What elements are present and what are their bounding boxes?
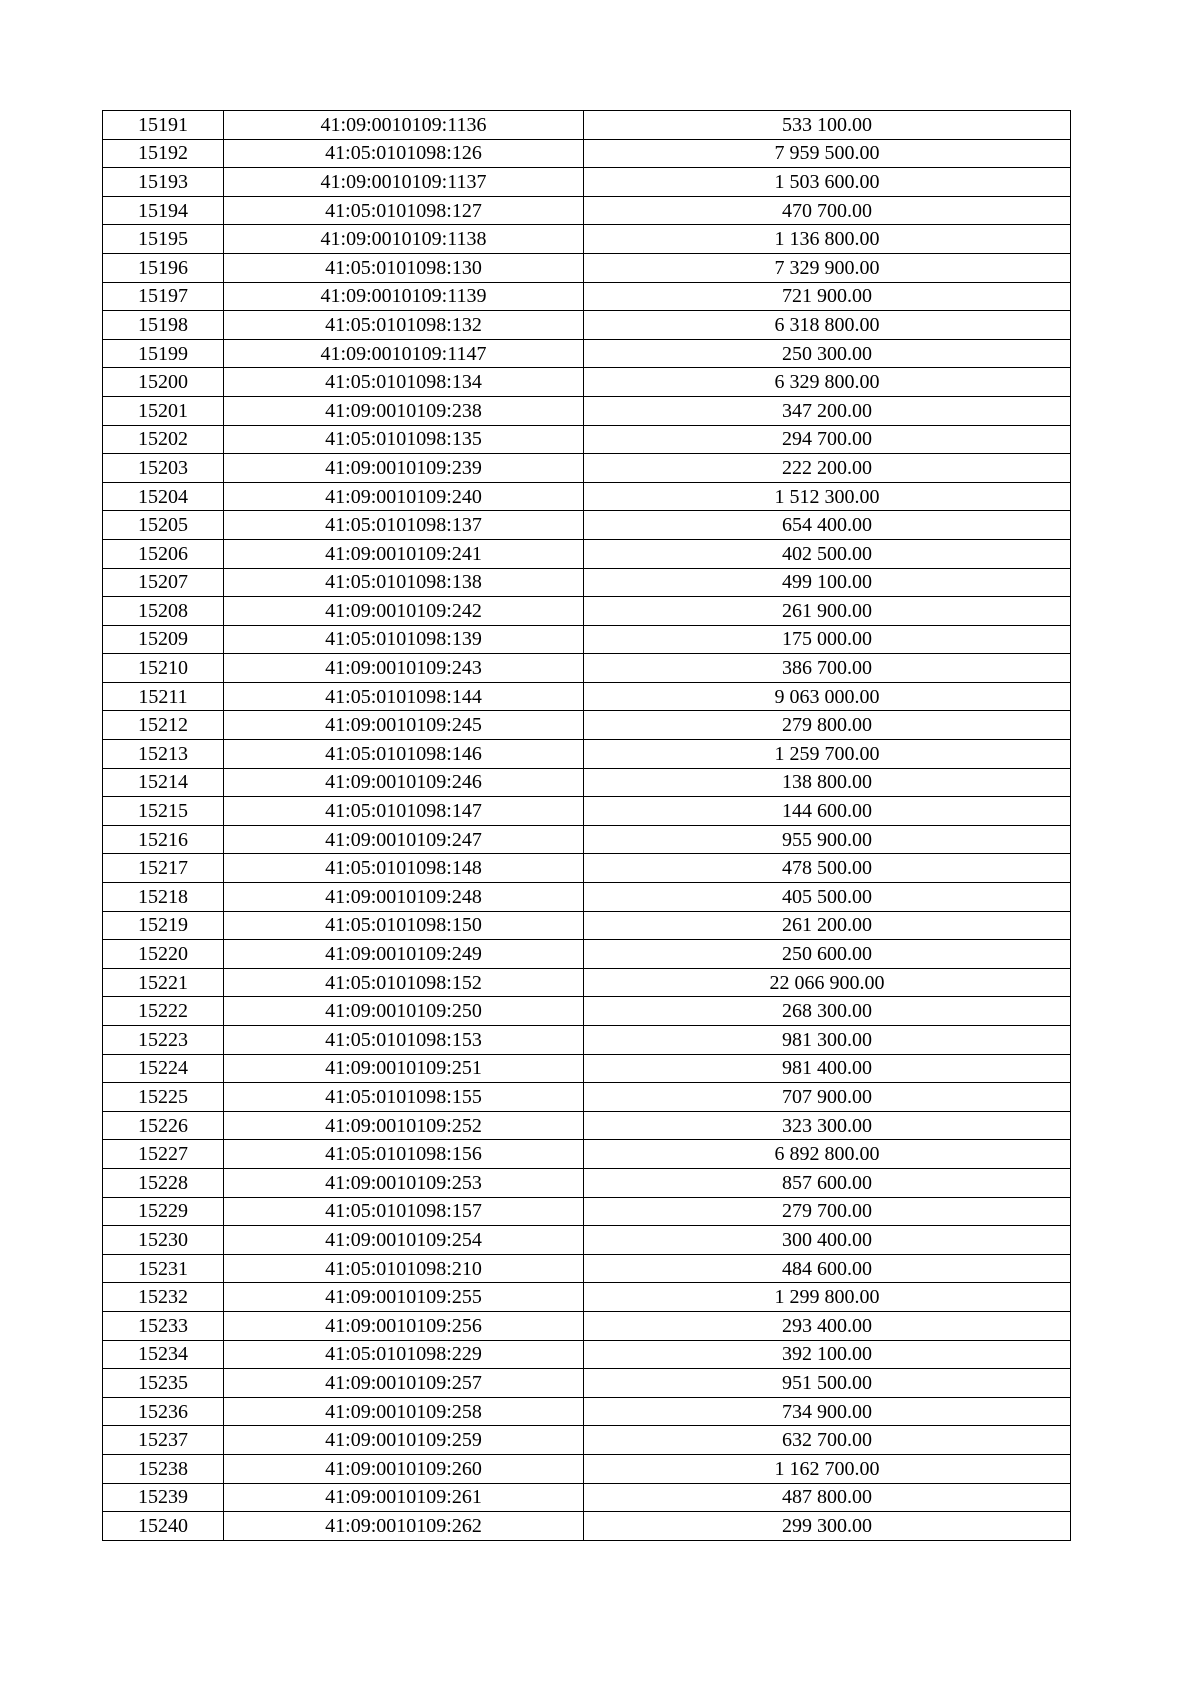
cadastral-value-cell: 1 512 300.00	[584, 482, 1071, 511]
row-number-cell: 15236	[103, 1397, 224, 1426]
cadastral-number-cell: 41:09:0010109:253	[224, 1168, 584, 1197]
cadastral-number-cell: 41:09:0010109:243	[224, 654, 584, 683]
row-number-cell: 15203	[103, 454, 224, 483]
cadastral-number-cell: 41:05:0101098:137	[224, 511, 584, 540]
cadastral-value-cell: 1 136 800.00	[584, 225, 1071, 254]
table-row	[103, 911, 1071, 940]
table-row	[103, 225, 1071, 254]
cadastral-number-cell: 41:09:0010109:260	[224, 1454, 584, 1483]
row-number-cell: 15226	[103, 1111, 224, 1140]
cadastral-value-cell: 250 300.00	[584, 339, 1071, 368]
cadastral-value-cell: 386 700.00	[584, 654, 1071, 683]
row-number-cell: 15213	[103, 740, 224, 769]
table-row	[103, 1111, 1071, 1140]
row-number-cell: 15192	[103, 139, 224, 168]
cadastral-value-cell: 293 400.00	[584, 1311, 1071, 1340]
table-row	[103, 797, 1071, 826]
row-number-cell: 15201	[103, 396, 224, 425]
cadastral-value-cell: 138 800.00	[584, 768, 1071, 797]
cadastral-number-cell: 41:09:0010109:257	[224, 1369, 584, 1398]
row-number-cell: 15225	[103, 1083, 224, 1112]
row-number-cell: 15199	[103, 339, 224, 368]
row-number-cell: 15209	[103, 625, 224, 654]
table-row	[103, 1054, 1071, 1083]
row-number-cell: 15237	[103, 1426, 224, 1455]
cadastral-value-cell: 279 800.00	[584, 711, 1071, 740]
cadastral-number-cell: 41:09:0010109:251	[224, 1054, 584, 1083]
table-row	[103, 1168, 1071, 1197]
cadastral-value-cell: 981 300.00	[584, 1026, 1071, 1055]
cadastral-number-cell: 41:09:0010109:246	[224, 768, 584, 797]
table-row	[103, 482, 1071, 511]
table-row	[103, 511, 1071, 540]
cadastral-number-cell: 41:05:0101098:229	[224, 1340, 584, 1369]
cadastral-number-cell: 41:09:0010109:249	[224, 940, 584, 969]
cadastral-value-cell: 175 000.00	[584, 625, 1071, 654]
row-number-cell: 15191	[103, 111, 224, 140]
cadastral-number-cell: 41:05:0101098:150	[224, 911, 584, 940]
cadastral-number-cell: 41:09:0010109:247	[224, 825, 584, 854]
cadastral-number-cell: 41:09:0010109:1137	[224, 168, 584, 197]
row-number-cell: 15222	[103, 997, 224, 1026]
cadastral-value-cell: 632 700.00	[584, 1426, 1071, 1455]
cadastral-number-cell: 41:05:0101098:138	[224, 568, 584, 597]
cadastral-value-cell: 533 100.00	[584, 111, 1071, 140]
cadastral-value-cell: 734 900.00	[584, 1397, 1071, 1426]
row-number-cell: 15208	[103, 597, 224, 626]
table-row	[103, 711, 1071, 740]
table-row	[103, 625, 1071, 654]
cadastral-value-cell: 222 200.00	[584, 454, 1071, 483]
cadastral-value-cell: 981 400.00	[584, 1054, 1071, 1083]
row-number-cell: 15207	[103, 568, 224, 597]
cadastral-value-cell: 402 500.00	[584, 539, 1071, 568]
row-number-cell: 15200	[103, 368, 224, 397]
table-row	[103, 940, 1071, 969]
cadastral-number-cell: 41:05:0101098:126	[224, 139, 584, 168]
cadastral-value-cell: 487 800.00	[584, 1483, 1071, 1512]
row-number-cell: 15227	[103, 1140, 224, 1169]
table-row	[103, 968, 1071, 997]
cadastral-value-cell: 261 900.00	[584, 597, 1071, 626]
cadastral-number-cell: 41:05:0101098:127	[224, 196, 584, 225]
cadastral-value-cell: 1 259 700.00	[584, 740, 1071, 769]
row-number-cell: 15239	[103, 1483, 224, 1512]
row-number-cell: 15217	[103, 854, 224, 883]
row-number-cell: 15197	[103, 282, 224, 311]
row-number-cell: 15233	[103, 1311, 224, 1340]
table-row	[103, 282, 1071, 311]
table-row	[103, 1340, 1071, 1369]
row-number-cell: 15220	[103, 940, 224, 969]
table-body	[103, 111, 1071, 1541]
table-row	[103, 568, 1071, 597]
row-number-cell: 15214	[103, 768, 224, 797]
row-number-cell: 15210	[103, 654, 224, 683]
cadastral-value-cell: 405 500.00	[584, 883, 1071, 912]
table-row	[103, 740, 1071, 769]
cadastral-number-cell: 41:09:0010109:1136	[224, 111, 584, 140]
table-row	[103, 539, 1071, 568]
cadastral-number-cell: 41:05:0101098:148	[224, 854, 584, 883]
cadastral-number-cell: 41:09:0010109:240	[224, 482, 584, 511]
cadastral-value-cell: 392 100.00	[584, 1340, 1071, 1369]
row-number-cell: 15218	[103, 883, 224, 912]
cadastral-value-cell: 279 700.00	[584, 1197, 1071, 1226]
cadastral-number-cell: 41:09:0010109:238	[224, 396, 584, 425]
table-row	[103, 854, 1071, 883]
cadastral-value-cell: 300 400.00	[584, 1226, 1071, 1255]
cadastral-value-cell: 7 329 900.00	[584, 253, 1071, 282]
cadastral-number-cell: 41:09:0010109:1147	[224, 339, 584, 368]
cadastral-value-cell: 323 300.00	[584, 1111, 1071, 1140]
table-row	[103, 196, 1071, 225]
table-row	[103, 1454, 1071, 1483]
row-number-cell: 15234	[103, 1340, 224, 1369]
table-row	[103, 1140, 1071, 1169]
table-row	[103, 1369, 1071, 1398]
table-row	[103, 1512, 1071, 1541]
cadastral-number-cell: 41:05:0101098:153	[224, 1026, 584, 1055]
cadastral-number-cell: 41:05:0101098:144	[224, 682, 584, 711]
row-number-cell: 15195	[103, 225, 224, 254]
cadastral-value-cell: 347 200.00	[584, 396, 1071, 425]
row-number-cell: 15204	[103, 482, 224, 511]
table-row	[103, 997, 1071, 1026]
cadastral-number-cell: 41:05:0101098:210	[224, 1254, 584, 1283]
row-number-cell: 15198	[103, 311, 224, 340]
cadastral-value-table	[102, 110, 1071, 1541]
table-row	[103, 396, 1071, 425]
cadastral-number-cell: 41:09:0010109:258	[224, 1397, 584, 1426]
cadastral-value-cell: 268 300.00	[584, 997, 1071, 1026]
cadastral-number-cell: 41:05:0101098:147	[224, 797, 584, 826]
row-number-cell: 15238	[103, 1454, 224, 1483]
cadastral-number-cell: 41:05:0101098:152	[224, 968, 584, 997]
cadastral-number-cell: 41:09:0010109:241	[224, 539, 584, 568]
cadastral-value-cell: 144 600.00	[584, 797, 1071, 826]
cadastral-number-cell: 41:09:0010109:248	[224, 883, 584, 912]
cadastral-number-cell: 41:05:0101098:157	[224, 1197, 584, 1226]
table-row	[103, 1026, 1071, 1055]
cadastral-number-cell: 41:05:0101098:155	[224, 1083, 584, 1112]
cadastral-value-cell: 857 600.00	[584, 1168, 1071, 1197]
cadastral-value-cell: 955 900.00	[584, 825, 1071, 854]
table-row	[103, 168, 1071, 197]
cadastral-value-cell: 1 162 700.00	[584, 1454, 1071, 1483]
row-number-cell: 15194	[103, 196, 224, 225]
cadastral-number-cell: 41:09:0010109:1138	[224, 225, 584, 254]
cadastral-value-cell: 22 066 900.00	[584, 968, 1071, 997]
cadastral-value-cell: 470 700.00	[584, 196, 1071, 225]
cadastral-number-cell: 41:05:0101098:130	[224, 253, 584, 282]
table-row	[103, 425, 1071, 454]
cadastral-value-cell: 299 300.00	[584, 1512, 1071, 1541]
cadastral-value-cell: 261 200.00	[584, 911, 1071, 940]
table-row	[103, 311, 1071, 340]
cadastral-value-cell: 499 100.00	[584, 568, 1071, 597]
row-number-cell: 15215	[103, 797, 224, 826]
table-row	[103, 1226, 1071, 1255]
table-row	[103, 1397, 1071, 1426]
cadastral-value-cell: 6 318 800.00	[584, 311, 1071, 340]
cadastral-value-cell: 250 600.00	[584, 940, 1071, 969]
table-row	[103, 1311, 1071, 1340]
cadastral-number-cell: 41:09:0010109:255	[224, 1283, 584, 1312]
cadastral-number-cell: 41:09:0010109:262	[224, 1512, 584, 1541]
table-row	[103, 768, 1071, 797]
table-row	[103, 339, 1071, 368]
row-number-cell: 15240	[103, 1512, 224, 1541]
cadastral-value-cell: 1 503 600.00	[584, 168, 1071, 197]
cadastral-number-cell: 41:09:0010109:261	[224, 1483, 584, 1512]
table-row	[103, 1197, 1071, 1226]
cadastral-number-cell: 41:05:0101098:156	[224, 1140, 584, 1169]
cadastral-number-cell: 41:05:0101098:134	[224, 368, 584, 397]
table-row	[103, 1254, 1071, 1283]
cadastral-number-cell: 41:09:0010109:259	[224, 1426, 584, 1455]
table-row	[103, 111, 1071, 140]
row-number-cell: 15216	[103, 825, 224, 854]
row-number-cell: 15228	[103, 1168, 224, 1197]
cadastral-value-cell: 654 400.00	[584, 511, 1071, 540]
cadastral-number-cell: 41:09:0010109:250	[224, 997, 584, 1026]
cadastral-number-cell: 41:05:0101098:135	[224, 425, 584, 454]
cadastral-value-cell: 1 299 800.00	[584, 1283, 1071, 1312]
cadastral-value-cell: 9 063 000.00	[584, 682, 1071, 711]
cadastral-value-cell: 6 892 800.00	[584, 1140, 1071, 1169]
row-number-cell: 15221	[103, 968, 224, 997]
table-row	[103, 1483, 1071, 1512]
row-number-cell: 15196	[103, 253, 224, 282]
table-row	[103, 825, 1071, 854]
row-number-cell: 15219	[103, 911, 224, 940]
cadastral-value-cell: 294 700.00	[584, 425, 1071, 454]
cadastral-number-cell: 41:09:0010109:256	[224, 1311, 584, 1340]
cadastral-value-cell: 721 900.00	[584, 282, 1071, 311]
cadastral-number-cell: 41:09:0010109:1139	[224, 282, 584, 311]
row-number-cell: 15232	[103, 1283, 224, 1312]
table-row	[103, 597, 1071, 626]
row-number-cell: 15212	[103, 711, 224, 740]
table-row	[103, 139, 1071, 168]
cadastral-number-cell: 41:09:0010109:245	[224, 711, 584, 740]
cadastral-number-cell: 41:09:0010109:242	[224, 597, 584, 626]
row-number-cell: 15202	[103, 425, 224, 454]
row-number-cell: 15205	[103, 511, 224, 540]
table-row	[103, 368, 1071, 397]
cadastral-number-cell: 41:09:0010109:254	[224, 1226, 584, 1255]
table-row	[103, 253, 1071, 282]
row-number-cell: 15193	[103, 168, 224, 197]
cadastral-value-cell: 484 600.00	[584, 1254, 1071, 1283]
row-number-cell: 15231	[103, 1254, 224, 1283]
cadastral-number-cell: 41:05:0101098:132	[224, 311, 584, 340]
table-row	[103, 1426, 1071, 1455]
table-row	[103, 454, 1071, 483]
table-row	[103, 1283, 1071, 1312]
cadastral-value-cell: 478 500.00	[584, 854, 1071, 883]
row-number-cell: 15223	[103, 1026, 224, 1055]
row-number-cell: 15229	[103, 1197, 224, 1226]
table-row	[103, 1083, 1071, 1112]
row-number-cell: 15211	[103, 682, 224, 711]
row-number-cell: 15224	[103, 1054, 224, 1083]
cadastral-value-cell: 6 329 800.00	[584, 368, 1071, 397]
cadastral-value-cell: 707 900.00	[584, 1083, 1071, 1112]
row-number-cell: 15235	[103, 1369, 224, 1398]
cadastral-value-cell: 7 959 500.00	[584, 139, 1071, 168]
cadastral-number-cell: 41:05:0101098:146	[224, 740, 584, 769]
cadastral-number-cell: 41:09:0010109:239	[224, 454, 584, 483]
cadastral-number-cell: 41:09:0010109:252	[224, 1111, 584, 1140]
row-number-cell: 15230	[103, 1226, 224, 1255]
cadastral-value-cell: 951 500.00	[584, 1369, 1071, 1398]
table-row	[103, 654, 1071, 683]
table-row	[103, 682, 1071, 711]
table-row	[103, 883, 1071, 912]
cadastral-number-cell: 41:05:0101098:139	[224, 625, 584, 654]
row-number-cell: 15206	[103, 539, 224, 568]
